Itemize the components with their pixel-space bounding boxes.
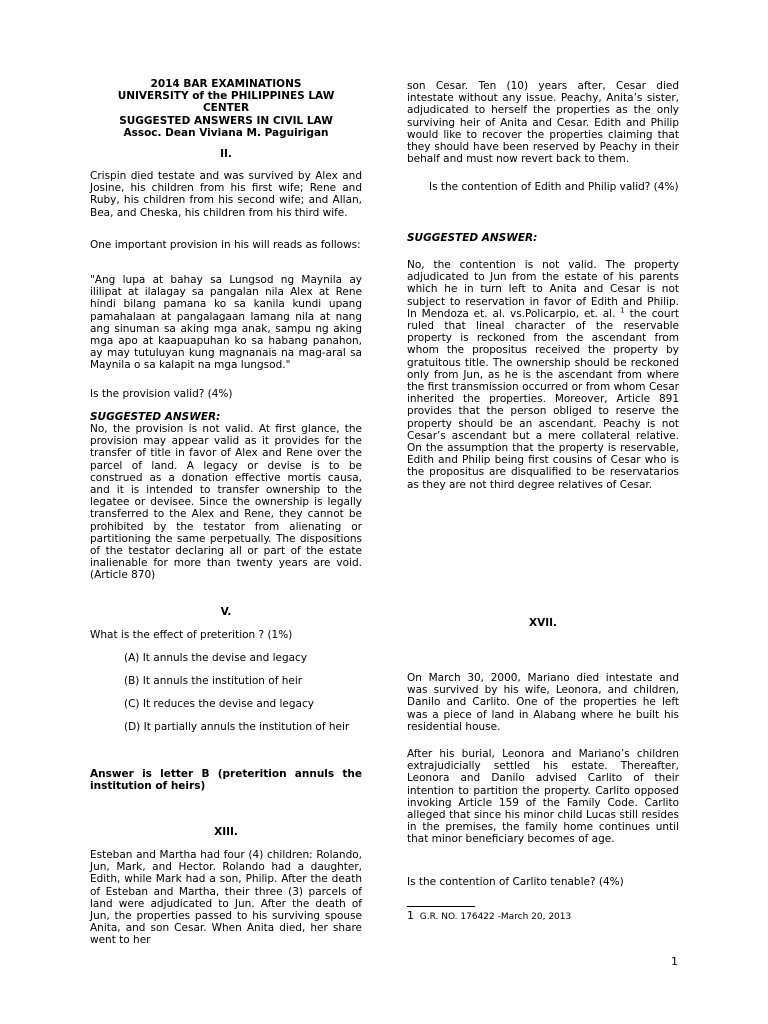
header-line-2: UNIVERSITY of the PHILIPPINES LAW <box>117 90 335 103</box>
q2-provision-quote: "Ang lupa at bahay sa Lungsod ng Maynila ay ililipat at ilalagay sa pangalan nila Alex at Rene hindi bilang pamana ko sa kanila kundi upang pamahalaan at pangalagaan lamang nila at nang ang sinuman sa aking mga anak, sampu ng aking mga apo at kaapuapuhan ko sa habang panahon, ay may tutuluyan kung magnanais na mag-aral sa Maynila o sa kalapit na mga lungsod." <box>90 274 362 372</box>
header-line-5: Assoc. Dean Viviana M. Paguirigan <box>123 126 329 139</box>
q2-answer: No, the provision is not valid. At first glance, the provision may appear valid as it provides for the transfer of title in favor of Alex and Rene over the parcel of land. A legacy or devise is to be construed as a donation effective mortis causa, and it is intended to transfer ownership to the legatee or devisee. Since the ownership is legally transferred to the Alex and Rene, they cannot be prohibited by the testator from alienating or partitioning the same perpetually. The dispositions of the testator declaring all or part of the estate inalienable for more than twenty years are void. (Article 870) <box>90 423 362 582</box>
header-line-4: SUGGESTED ANSWERS IN CIVIL LAW <box>119 114 333 127</box>
footnote-text: G.R. NO. 176422 -March 20, 2013 <box>419 912 572 922</box>
q5-question: What is the effect of preterition ? (1%) <box>90 629 293 641</box>
q13-facts-part1: Esteban and Martha had four (4) children: Rolando, Jun, Mark, and Hector. Rolando had a daughter, Edith, while Mark had a son, Philip. After the death of Esteban and Martha, their three (3) parcels of land were adjudicated to Jun. After the death of Jun, the properties passed to his surviving spouse Anita, and son Cesar. When Anita died, her share went to her <box>90 849 362 947</box>
q2-facts: Crispin died testate and was survived by Alex and Josine, his children from his first wife; Rene and Ruby, his children from his second wife; and Allan, Bea, and Cheska, his children from his third wife. <box>90 170 362 219</box>
q13-question: Is the contention of Edith and Philip valid? (4%) <box>429 181 679 193</box>
q17-facts-2: After his burial, Leonora and Mariano’s children extrajudicially settled his estate. Thereafter, Leonora and Danilo advised Carlito of their intention to partition the property. Carlito opposed invoking Article 159 of the Family Code. Carlito alleged that since his minor child Lucas still resides in the premises, the family home continues until that minor beneficiary becomes of age. <box>407 748 679 846</box>
question-number-v: V. <box>220 606 232 618</box>
header-line-3: CENTER <box>202 102 250 115</box>
q5-option-c: (C) It reduces the devise and legacy <box>124 698 314 710</box>
footnote <box>407 910 679 923</box>
q2-provision-intro: One important provision in his will reads as follows: <box>90 239 361 251</box>
q13-answer <box>407 259 679 491</box>
question-number-xiii: XIII. <box>214 826 238 838</box>
q13-facts-part2: son Cesar. Ten (10) years after, Cesar died intestate without any issue. Peachy, Anita’s sister, adjudicated to herself the properties as the only surviving heir of Anita and Cesar. Edith and Philip would like to recover the properties claiming that they should have been reserved by Peachy in their behalf and must now revert back to them. <box>407 80 679 166</box>
footnote-divider <box>407 906 475 907</box>
footnote-reference[interactable]: 1 <box>620 306 625 315</box>
q17-facts-1: On March 30, 2000, Mariano died intestate and was survived by his wife, Leonora, and children, Danilo and Carlito. One of the properties he left was a piece of land in Alabang where he built his residential house. <box>407 672 679 733</box>
q5-option-d: (D) It partially annuls the institution of heir <box>124 721 350 733</box>
q5-option-b: (B) It annuls the institution of heir <box>124 675 303 687</box>
q17-question: Is the contention of Carlito tenable? (4%) <box>407 876 624 888</box>
header-line-1: 2014 BAR EXAMINATIONS <box>150 78 302 90</box>
q5-answer: Answer is letter B (preterition annuls the institution of heirs) <box>90 768 362 793</box>
page-number: 1 <box>671 955 678 968</box>
footnote-number: 1 <box>407 909 414 922</box>
q13-answer-text-b: the court ruled that lineal character of the reservable property is reckoned from the ascendant from whom the propositus received the property by gratuitous title. The ownership should be reckoned only from Jun, as he is the ascendant from where the first transmission occurred or from whom Cesar inherited the properties. Moreover, Article 891 provides that the person obliged to reserve the property should be an ascendant. Peachy is not Cesar’s ascendant but a mere collateral relative. On the assumption that the property is reservable, Edith and Philip being first cousins of Cesar who is the propositus are disqualified to be reservatarios as they are not third degree relatives of Cesar. <box>407 307 679 491</box>
q2-answer-label: SUGGESTED ANSWER: <box>90 411 221 423</box>
q13-answer-label: SUGGESTED ANSWER: <box>407 232 538 244</box>
document-header <box>90 78 362 139</box>
q13-answer-text-a: No, the contention is not valid. The property adjudicated to Jun from the estate of his parents which he in turn left to Anita and Cesar is not subject to reservation in favor of Edith and Philip. In Mendoza et. al. vs.Policarpio, et. al. <box>407 259 679 320</box>
question-number-ii: II. <box>220 148 232 160</box>
q5-option-a: (A) It annuls the devise and legacy <box>124 652 308 664</box>
q2-question: Is the provision valid? (4%) <box>90 388 233 400</box>
question-number-xvii: XVII. <box>528 617 558 629</box>
